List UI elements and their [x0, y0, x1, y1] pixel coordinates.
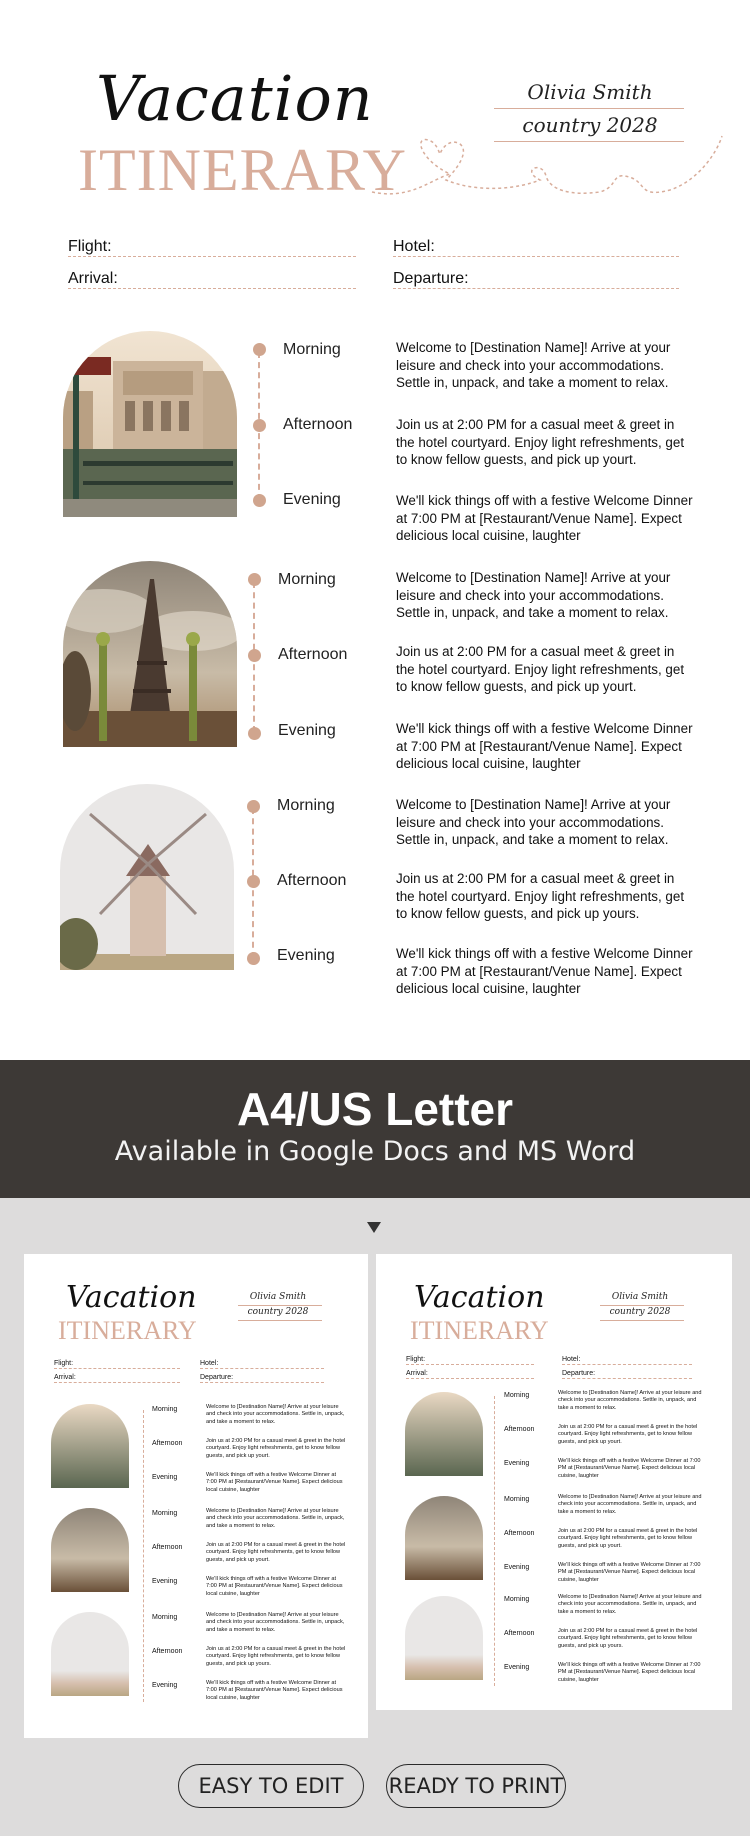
mini-slot-description: Join us at 2:00 PM for a casual meet & greet in the hotel courtyard. Enjoy light refreshments, get to know fellow guests, and pick up yourt. [206, 1542, 346, 1563]
mini-slot-label: Evening [152, 1474, 178, 1481]
preview-page-us-letter [376, 1254, 732, 1710]
mini-slot-description: Welcome to [Destination Name]! Arrive at your leisure and check into your accommodations. Settle in, unpack, and take a moment to relax. [558, 1494, 702, 1515]
slot-description: We'll kick things off with a festive Welcome Dinner at 7:00 PM at [Restaurant/Venue Name]. Expect delicious local cuisine, laughter [396, 721, 693, 771]
departure-field-line[interactable] [393, 288, 679, 289]
slot-description: We'll kick things off with a festive Welcome Dinner at 7:00 PM at [Restaurant/Venue Name]. Expect delicious local cuisine, laughter [396, 493, 693, 543]
mini-title-vacation: Vacation [66, 1280, 197, 1315]
mini-field-line [200, 1368, 324, 1369]
mini-slot-description: Welcome to [Destination Name]! Arrive at your leisure and check into your accommodations. Settle in, unpack, and take a moment to relax. [206, 1404, 345, 1425]
mini-eiffel-tower-photo [51, 1508, 129, 1592]
mini-slot-description: Join us at 2:00 PM for a casual meet & greet in the hotel courtyard. Enjoy light refreshments, get to know fellow guests, and pick up yours. [206, 1646, 346, 1667]
arrival-label: Arrival: [68, 270, 118, 287]
mini-slot-label: Morning [152, 1406, 178, 1413]
mini-field-line [562, 1378, 692, 1379]
mini-hotel-label: Hotel: [562, 1356, 581, 1363]
mini-slot-label: Morning [504, 1496, 530, 1503]
slot-description: We'll kick things off with a festive Welcome Dinner at 7:00 PM at [Restaurant/Venue Name]. Expect delicious local cuisine, laughter [396, 946, 693, 996]
afternoon-dot [248, 649, 261, 662]
evening-dot [248, 727, 261, 740]
evening-dot [253, 494, 266, 507]
mini-slot-description: We'll kick things off with a festive Welcome Dinner at 7:00 PM at [Restaurant/Venue Name]. Expect delicious local cuisine, laughter [558, 1662, 701, 1683]
mini-field-line [200, 1382, 324, 1383]
slot-description: Join us at 2:00 PM for a casual meet & greet in the hotel courtyard. Enjoy light refreshments, get to know fellow guests, and pick up yourt. [396, 644, 685, 694]
mini-field-line [562, 1364, 692, 1365]
mini-slot-description: Welcome to [Destination Name]! Arrive at your leisure and check into your accommodations. Settle in, unpack, and take a moment to relax. [558, 1390, 702, 1411]
flight-label: Flight: [68, 238, 112, 255]
paris-metro-photo [63, 331, 237, 517]
mini-arrival-label: Arrival: [54, 1374, 76, 1381]
mini-slot-label: Morning [504, 1596, 530, 1603]
slot-label: Afternoon [277, 872, 347, 889]
mini-owner-year: country 2028 [609, 1307, 671, 1317]
mini-slot-label: Afternoon [152, 1440, 183, 1447]
mini-flight-label: Flight: [406, 1356, 426, 1363]
arrow-down-icon [367, 1222, 381, 1233]
mini-slot-description: We'll kick things off with a festive Welcome Dinner at 7:00 PM at [Restaurant/Venue Name]. Expect delicious local cuisine, laughter [206, 1680, 343, 1701]
mini-slot-label: Evening [504, 1664, 530, 1671]
mini-owner-year: country 2028 [247, 1307, 309, 1317]
mini-slot-label: Evening [152, 1682, 178, 1689]
mini-owner-underline [600, 1320, 684, 1321]
mini-field-line [406, 1378, 534, 1379]
mini-slot-description: We'll kick things off with a festive Welcome Dinner at 7:00 PM at [Restaurant/Venue Name]. Expect delicious local cuisine, laughter [558, 1562, 701, 1583]
mini-eiffel-tower-photo [405, 1496, 483, 1580]
slot-description: Join us at 2:00 PM for a casual meet & greet in the hotel courtyard. Enjoy light refreshments, get to know fellow guests, and pick up yours. [396, 871, 685, 921]
ready-to-print-button[interactable]: READY TO PRINT [386, 1764, 566, 1808]
slot-description: Join us at 2:00 PM for a casual meet & greet in the hotel courtyard. Enjoy light refreshments, get to know fellow guests, and pick up yourt. [396, 417, 685, 467]
slot-label: Evening [283, 491, 341, 508]
mini-slot-description: Join us at 2:00 PM for a casual meet & greet in the hotel courtyard. Enjoy light refreshments, get to know fellow guests, and pick up yourt. [558, 1528, 698, 1549]
mini-departure-label: Departure: [562, 1370, 596, 1377]
mini-paris-metro-photo [51, 1404, 129, 1488]
slot-label: Evening [278, 722, 336, 739]
eiffel-tower-photo [63, 561, 237, 747]
arrival-field-line[interactable] [68, 288, 356, 289]
title-vacation: Vacation [96, 62, 374, 135]
morning-dot [247, 800, 260, 813]
mini-windmill-photo [51, 1612, 129, 1696]
slot-label: Morning [278, 571, 336, 588]
mini-slot-description: Welcome to [Destination Name]! Arrive at your leisure and check into your accommodations. Settle in, unpack, and take a moment to relax. [206, 1612, 345, 1633]
owner-name: Olivia Smith [527, 80, 653, 104]
mini-owner-underline [238, 1305, 322, 1306]
windmill-photo [60, 784, 234, 970]
mini-title-itinerary: ITINERARY [410, 1316, 549, 1345]
mini-field-line [406, 1364, 534, 1365]
slot-label: Evening [277, 947, 335, 964]
mini-slot-label: Evening [152, 1578, 178, 1585]
morning-dot [253, 343, 266, 356]
morning-dot [248, 573, 261, 586]
slot-label: Morning [277, 797, 335, 814]
mini-slot-description: Join us at 2:00 PM for a casual meet & greet in the hotel courtyard. Enjoy light refreshments, get to know fellow guests, and pick up yours. [558, 1628, 698, 1649]
easy-to-edit-button[interactable]: EASY TO EDIT [178, 1764, 364, 1808]
mini-slot-description: Join us at 2:00 PM for a casual meet & greet in the hotel courtyard. Enjoy light refreshments, get to know fellow guests, and pick up yourt. [206, 1438, 346, 1459]
mini-owner-name: Olivia Smith [611, 1292, 669, 1302]
mini-slot-label: Afternoon [504, 1426, 535, 1433]
slot-label: Afternoon [278, 646, 348, 663]
format-banner [0, 1060, 750, 1198]
preview-area [0, 1198, 750, 1836]
mini-slot-description: We'll kick things off with a festive Welcome Dinner at 7:00 PM at [Restaurant/Venue Name]. Expect delicious local cuisine, laughter [558, 1458, 701, 1479]
mini-slot-description: Welcome to [Destination Name]! Arrive at your leisure and check into your accommodations. Settle in, unpack, and take a moment to relax. [206, 1508, 345, 1529]
mini-slot-label: Afternoon [504, 1630, 535, 1637]
mini-slot-description: We'll kick things off with a festive Welcome Dinner at 7:00 PM at [Restaurant/Venue Name]. Expect delicious local cuisine, laughter [206, 1576, 343, 1597]
mini-owner-underline [238, 1320, 322, 1321]
mini-slot-description: Join us at 2:00 PM for a casual meet & greet in the hotel courtyard. Enjoy light refreshments, get to know fellow guests, and pick up yourt. [558, 1424, 698, 1445]
slot-description: Welcome to [Destination Name]! Arrive at your leisure and check into your accommodations. Settle in, unpack, and take a moment to relax. [396, 570, 671, 620]
departure-label: Departure: [393, 270, 469, 287]
mini-hotel-label: Hotel: [200, 1360, 219, 1367]
mini-slot-label: Evening [504, 1460, 530, 1467]
owner-year: country 2028 [522, 113, 658, 137]
mini-slot-label: Afternoon [152, 1544, 183, 1551]
mini-slot-label: Evening [504, 1564, 530, 1571]
slot-label: Morning [283, 341, 341, 358]
mini-field-line [54, 1382, 180, 1383]
banner-title: A4/US Letter [236, 1083, 514, 1135]
hotel-label: Hotel: [393, 238, 435, 255]
flight-field-line[interactable] [68, 256, 356, 257]
mini-paris-metro-photo [405, 1392, 483, 1476]
heart-swirl-decoration [370, 130, 730, 210]
mini-title-vacation: Vacation [414, 1280, 545, 1315]
hotel-field-line[interactable] [393, 256, 679, 257]
mini-owner-underline [600, 1305, 684, 1306]
mini-slot-label: Afternoon [152, 1648, 183, 1655]
afternoon-dot [253, 419, 266, 432]
mini-slot-description: We'll kick things off with a festive Welcome Dinner at 7:00 PM at [Restaurant/Venue Name]. Expect delicious local cuisine, laughter [206, 1472, 343, 1493]
mini-slot-description: Welcome to [Destination Name]! Arrive at your leisure and check into your accommodations. Settle in, unpack, and take a moment to relax. [558, 1594, 702, 1615]
mini-slot-label: Morning [152, 1510, 178, 1517]
slot-description: Welcome to [Destination Name]! Arrive at your leisure and check into your accommodations. Settle in, unpack, and take a moment to relax. [396, 797, 671, 847]
banner-subtitle: Available in Google Docs and MS Word [114, 1136, 636, 1167]
preview-page-a4 [24, 1254, 368, 1738]
mini-title-itinerary: ITINERARY [58, 1316, 197, 1345]
mini-slot-label: Morning [152, 1614, 178, 1621]
mini-flight-label: Flight: [54, 1360, 74, 1367]
mini-field-line [54, 1368, 180, 1369]
mini-timeline [143, 1410, 144, 1702]
owner-underline [494, 108, 684, 109]
mini-departure-label: Departure: [200, 1374, 234, 1381]
mini-owner-name: Olivia Smith [249, 1292, 307, 1302]
slot-description: Welcome to [Destination Name]! Arrive at your leisure and check into your accommodations. Settle in, unpack, and take a moment to relax. [396, 340, 671, 390]
mini-arrival-label: Arrival: [406, 1370, 428, 1377]
afternoon-dot [247, 875, 260, 888]
slot-label: Afternoon [283, 416, 353, 433]
title-itinerary: ITINERARY [78, 137, 407, 203]
evening-dot [247, 952, 260, 965]
mini-slot-label: Morning [504, 1392, 530, 1399]
mini-windmill-photo [405, 1596, 483, 1680]
mini-timeline [494, 1396, 495, 1686]
mini-slot-label: Afternoon [504, 1530, 535, 1537]
